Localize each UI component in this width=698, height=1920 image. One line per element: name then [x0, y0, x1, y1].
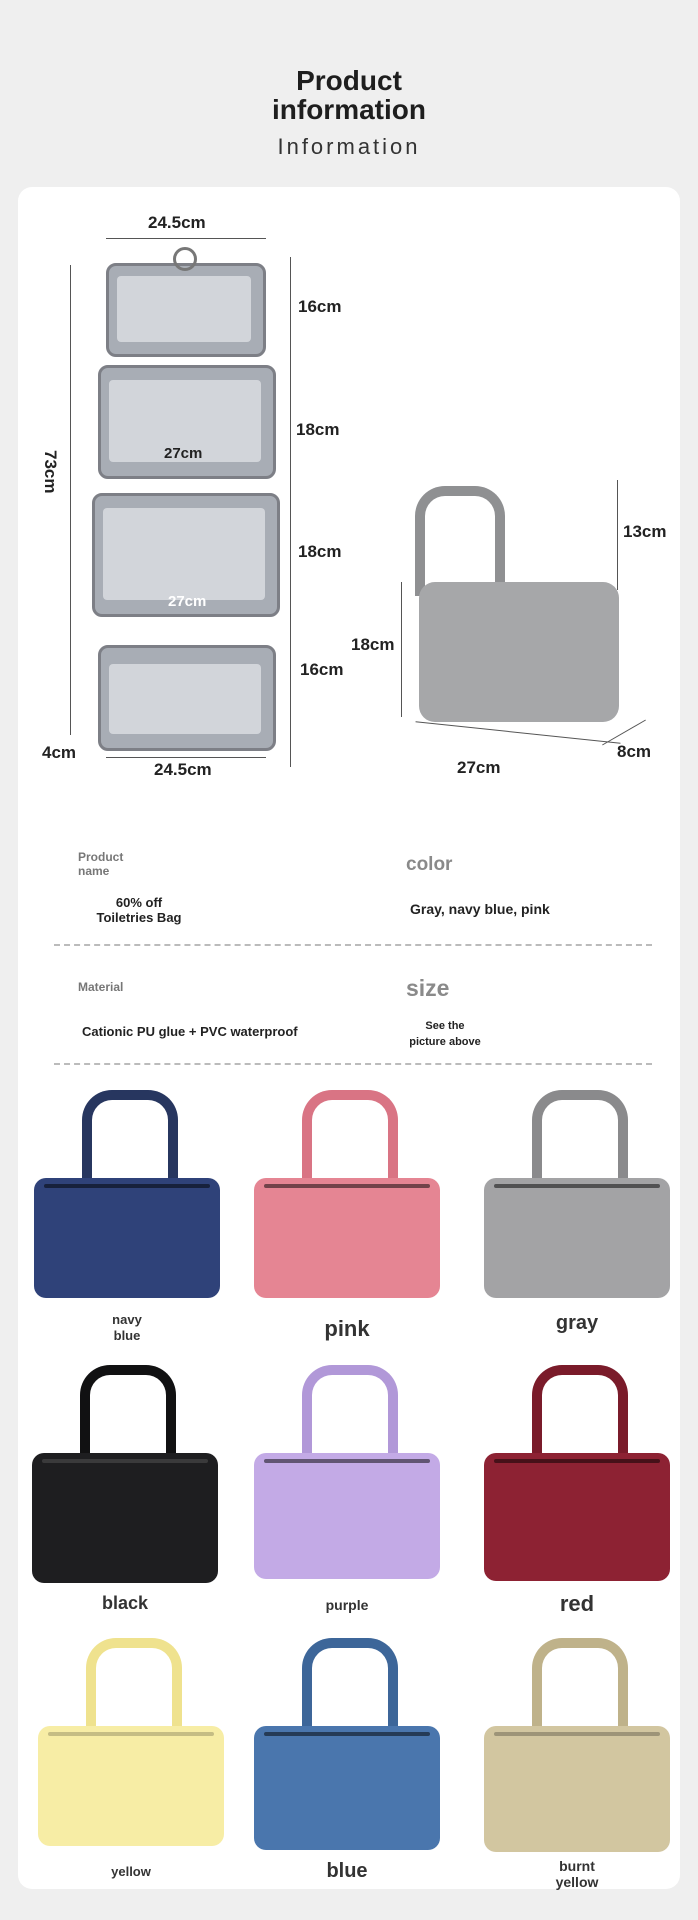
bag-body — [32, 1453, 218, 1583]
variant-black[interactable] — [28, 1365, 242, 1635]
dim-body-height: 18cm — [351, 635, 395, 654]
page-title: Product information — [272, 65, 426, 125]
divider — [54, 1063, 652, 1065]
bag-handle — [302, 1365, 398, 1460]
product-name-label: Product name — [78, 850, 124, 878]
variant-red[interactable] — [480, 1365, 694, 1635]
bag-body — [254, 1453, 440, 1579]
bag-body — [34, 1178, 220, 1298]
color-value: Gray, navy blue, pink — [410, 901, 550, 917]
bag-handle — [532, 1365, 628, 1460]
bag-body — [254, 1726, 440, 1850]
bag-handle — [302, 1090, 398, 1185]
dim-section-1-height: 16cm — [298, 297, 342, 316]
closed-bag-body — [419, 582, 619, 722]
variant-label: pink — [324, 1316, 370, 1341]
variant-label: navy blue — [112, 1312, 142, 1343]
bag-handle — [532, 1090, 628, 1185]
bag-section-4 — [98, 645, 276, 751]
product-name-value: 60% off Toiletries Bag — [96, 895, 182, 925]
bag-body — [254, 1178, 440, 1298]
closed-bag-diagram — [345, 470, 665, 790]
hanging-bag-diagram — [40, 205, 370, 785]
variant-navy-blue[interactable] — [30, 1090, 244, 1360]
dim-handle-height: 13cm — [623, 522, 667, 541]
material-value: Cationic PU glue + PVC waterproof — [82, 1024, 298, 1039]
dim-section-4-height: 16cm — [300, 660, 344, 679]
dim-section-2-height: 18cm — [296, 420, 340, 439]
dim-top-width: 24.5cm — [148, 213, 206, 232]
bag-handle — [80, 1365, 176, 1460]
bag-handle — [86, 1638, 182, 1733]
dim-depth: 4cm — [42, 743, 77, 762]
bag-section-1 — [106, 263, 266, 357]
color-variants-grid — [0, 1090, 698, 1890]
variant-label: burnt yellow — [555, 1858, 599, 1890]
dim-width: 27cm — [457, 758, 501, 777]
size-label: size — [406, 975, 450, 1001]
page-subtitle: Information — [277, 134, 421, 159]
variant-label: purple — [325, 1597, 369, 1613]
bag-body — [38, 1726, 224, 1846]
dim-bottom-width: 24.5cm — [154, 760, 212, 779]
size-value: See the picture above — [409, 1020, 481, 1048]
bag-body — [484, 1178, 670, 1298]
material-label: Material — [78, 980, 124, 994]
color-label: color — [406, 854, 453, 875]
variant-burnt-yellow[interactable] — [480, 1638, 694, 1908]
variant-label: gray — [555, 1312, 599, 1334]
dim-total-height: 73cm — [41, 450, 60, 494]
bag-handle — [302, 1638, 398, 1733]
variant-purple[interactable] — [250, 1365, 464, 1635]
hanging-hook-icon — [173, 247, 197, 271]
variant-blue[interactable] — [250, 1638, 464, 1908]
closed-bag-handle — [415, 486, 505, 596]
variant-yellow[interactable] — [34, 1638, 248, 1908]
variant-label: blue — [326, 1860, 368, 1882]
dim-inner-width-2: 27cm — [168, 593, 207, 610]
variant-label: yellow — [111, 1864, 151, 1879]
dim-depth-closed: 8cm — [617, 742, 652, 761]
divider — [54, 944, 652, 946]
bag-body — [484, 1726, 670, 1852]
bag-handle — [82, 1090, 178, 1185]
variant-pink[interactable] — [250, 1090, 464, 1360]
bag-body — [484, 1453, 670, 1581]
variant-label: black — [101, 1593, 149, 1613]
variant-gray[interactable] — [480, 1090, 694, 1360]
bag-handle — [532, 1638, 628, 1733]
variant-label: red — [559, 1591, 595, 1616]
dim-section-3-height: 18cm — [298, 542, 342, 561]
dim-inner-width-1: 27cm — [164, 445, 203, 462]
